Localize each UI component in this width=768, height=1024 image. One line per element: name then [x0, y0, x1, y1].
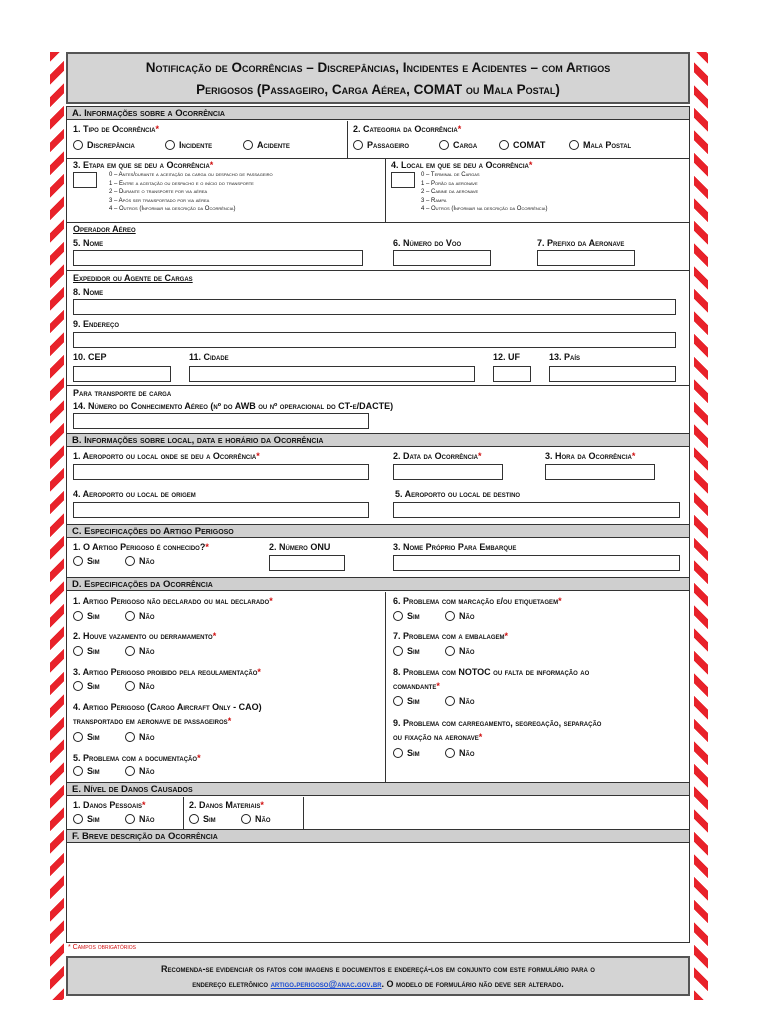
q1-sim[interactable]: Sim [73, 611, 100, 621]
conhecido-label: 1. O Artigo Perigoso é conhecido?* [73, 542, 209, 552]
q8-nao[interactable]: Não [445, 696, 475, 706]
awb-input[interactable] [73, 413, 369, 429]
onu-input[interactable] [269, 555, 345, 571]
radio-icon[interactable] [393, 748, 403, 758]
section-b [66, 433, 690, 525]
radio-icon[interactable] [445, 748, 455, 758]
section-e-heading: E. Nível de Danos Causados [67, 782, 689, 796]
uf-input[interactable] [493, 366, 531, 382]
q2-nao[interactable]: Não [125, 646, 155, 656]
prefixo-label: 7. Prefixo da Aeronave [537, 238, 625, 248]
radio-icon[interactable] [243, 140, 253, 150]
left-hazard-stripe [50, 52, 64, 1000]
radio-icon[interactable] [73, 556, 83, 566]
q6-nao[interactable]: Não [445, 611, 475, 621]
tipo-incidente[interactable]: Incidente [165, 140, 212, 150]
local-options: 0 – Terminal de Cargas 1 – Porão da aeronave 2 – Cabine da aeronave 3 – Rampa 4 – Outros (Informar na descrição da Ocorrência) [421, 172, 548, 212]
q9-nao[interactable]: Não [445, 748, 475, 758]
q3-nao[interactable]: Não [125, 681, 155, 691]
q8-sim[interactable]: Sim [393, 696, 420, 706]
q9-label: 9. Problema com carregamento, segregação, separação [393, 718, 602, 728]
etapa-label: 3. Etapa em que se deu a Ocorrência* [73, 160, 214, 170]
q6-label: 6. Problema com marcação e/ou etiquetagem* [393, 596, 562, 606]
radio-icon[interactable] [125, 766, 135, 776]
hora-input[interactable] [545, 464, 655, 480]
endereco-input[interactable] [73, 332, 676, 348]
tipo-discrepancia[interactable]: Discrepância [73, 140, 135, 150]
footer-note [66, 956, 690, 996]
radio-icon[interactable] [445, 611, 455, 621]
prefixo-input[interactable] [537, 250, 635, 266]
radio-icon[interactable] [445, 646, 455, 656]
danos-pessoais-label: 1. Danos Pessoais* [73, 800, 146, 810]
q4-label-2: transportado em aeronave de passageiros* [73, 716, 232, 726]
section-d [66, 577, 690, 783]
cep-input[interactable] [73, 366, 171, 382]
cat-comat[interactable]: COMAT [499, 140, 545, 150]
q9-sim[interactable]: Sim [393, 748, 420, 758]
section-f-heading: F. Breve descrição da Ocorrência [67, 829, 689, 843]
required-fields-note: * Campos obrigatórios [68, 944, 136, 951]
cidade-label: 11. Cidade [189, 352, 229, 362]
operador-nome-input[interactable] [73, 250, 363, 266]
q1-label: 1. Artigo Perigoso não declarado ou mal declarado* [73, 596, 273, 606]
section-f [66, 829, 690, 943]
section-d-heading: D. Especificações da Ocorrência [67, 577, 689, 591]
cat-mala-postal[interactable]: Mala Postal [569, 140, 631, 150]
radio-icon[interactable] [569, 140, 579, 150]
q5-label: 5. Problema com a documentação* [73, 753, 201, 763]
q1-nao[interactable]: Não [125, 611, 155, 621]
radio-icon[interactable] [353, 140, 363, 150]
radio-icon[interactable] [73, 140, 83, 150]
radio-icon[interactable] [189, 814, 199, 824]
conhecido-nao[interactable]: Não [125, 556, 155, 566]
etapa-options: 0 – Antes/durante a aceitação da carga ou despacho de passageiro 1 – Entre a aceitação ou despacho e o início do transporte 2 – Durante o transporte por via aérea 3 – Após ser transportado por via aérea 4 – Outros (Informar na descrição da Ocorrência) [109, 172, 273, 212]
categoria-label: 2. Categoria da Ocorrência* [353, 124, 462, 134]
radio-icon[interactable] [73, 681, 83, 691]
tipo-acidente[interactable]: Acidente [243, 140, 290, 150]
q6-sim[interactable]: Sim [393, 611, 420, 621]
radio-icon[interactable] [125, 681, 135, 691]
section-c [66, 524, 690, 578]
aeroporto-input[interactable] [73, 464, 369, 480]
hora-label: 3. Hora da Ocorrência* [545, 451, 636, 461]
radio-icon[interactable] [73, 611, 83, 621]
q4-sim[interactable]: Sim [73, 732, 100, 742]
exp-nome-label: 8. Nome [73, 287, 104, 297]
q4-nao[interactable]: Não [125, 732, 155, 742]
title-line-2: Perigosos (Passageiro, Carga Aérea, COMAT ou Mala Postal) [196, 82, 560, 97]
q2-sim[interactable]: Sim [73, 646, 100, 656]
endereco-label: 9. Endereço [73, 319, 120, 329]
radio-icon[interactable] [73, 766, 83, 776]
destino-input[interactable] [393, 502, 680, 518]
section-b-heading: B. Informações sobre local, data e horário da Ocorrência [67, 433, 689, 447]
page-title [66, 52, 690, 104]
title-line-1: Notificação de Ocorrências – Discrepâncias, Incidentes e Acidentes – com Artigos [145, 60, 611, 75]
q3-label: 3. Artigo Perigoso proibido pela regulamentação* [73, 667, 261, 677]
origem-label: 4. Aeroporto ou local de origem [73, 489, 196, 499]
cep-label: 10. CEP [73, 352, 107, 362]
footer-line-2: endereço eletrônico artigo.perigoso@anac.gov.br. O modelo de formulário não deve ser alterado. [192, 979, 564, 989]
voo-label: 6. Número do Voo [393, 238, 462, 248]
origem-input[interactable] [73, 502, 369, 518]
radio-icon[interactable] [125, 611, 135, 621]
radio-icon[interactable] [393, 611, 403, 621]
radio-icon[interactable] [499, 140, 509, 150]
q4-label: 4. Artigo Perigoso (Cargo Aircraft Only - CAO) [73, 702, 262, 712]
transporte-heading: Para transporte de carga [73, 388, 172, 398]
danos-materiais-sim[interactable]: Sim [189, 814, 216, 824]
radio-icon[interactable] [241, 814, 251, 824]
q9-label-2: ou fixação na aeronave* [393, 732, 483, 742]
cat-carga[interactable]: Carga [439, 140, 477, 150]
nome-proprio-label: 3. Nome Próprio Para Embarque [393, 542, 517, 552]
pais-label: 13. País [549, 352, 581, 362]
form-header [66, 52, 690, 104]
local-label: 4. Local em que se deu a Ocorrência* [391, 160, 533, 170]
q7-sim[interactable]: Sim [393, 646, 420, 656]
section-a [66, 106, 690, 434]
danos-pessoais-nao[interactable]: Não [125, 814, 155, 824]
radio-icon[interactable] [125, 556, 135, 566]
radio-icon[interactable] [73, 732, 83, 742]
section-e [66, 782, 690, 830]
cidade-input[interactable] [189, 366, 475, 382]
radio-icon[interactable] [165, 140, 175, 150]
radio-icon[interactable] [73, 814, 83, 824]
q5-sim[interactable]: Sim [73, 766, 100, 776]
radio-icon[interactable] [73, 646, 83, 656]
expedidor-heading: Expedidor ou Agente de Cargas [73, 273, 193, 283]
pais-input[interactable] [549, 366, 676, 382]
cat-passageiro[interactable]: Passageiro [353, 140, 409, 150]
radio-icon[interactable] [439, 140, 449, 150]
danos-pessoais-sim[interactable]: Sim [73, 814, 100, 824]
uf-label: 12. UF [493, 352, 521, 362]
q5-nao[interactable]: Não [125, 766, 155, 776]
right-hazard-stripe [694, 52, 708, 1000]
q8-label-2: comandante* [393, 681, 440, 691]
aeroporto-label: 1. Aeroporto ou local onde se deu a Ocorrência* [73, 451, 260, 461]
radio-icon[interactable] [125, 646, 135, 656]
danos-materiais-nao[interactable]: Não [241, 814, 271, 824]
q3-sim[interactable]: Sim [73, 681, 100, 691]
etapa-input[interactable] [73, 172, 97, 188]
onu-label: 2. Número ONU [269, 542, 331, 552]
conhecido-sim[interactable]: Sim [73, 556, 100, 566]
nome-proprio-input[interactable] [393, 555, 680, 571]
voo-input[interactable] [393, 250, 491, 266]
operador-heading: Operador Aéreo [73, 224, 136, 234]
q7-nao[interactable]: Não [445, 646, 475, 656]
q8-label: 8. Problema com NOTOC ou falta de informação ao [393, 667, 590, 677]
section-c-heading: C. Especificações do Artigo Perigoso [67, 524, 689, 538]
email-link[interactable]: artigo.perigoso@anac.gov.br [270, 979, 382, 989]
nome-label: 5. Nome [73, 238, 104, 248]
awb-label: 14. Número do Conhecimento Aéreo (nº do AWB ou nº operacional do CT-e/DACTE) [73, 401, 394, 411]
data-input[interactable] [393, 464, 503, 480]
q7-label: 7. Problema com a embalagem* [393, 631, 509, 641]
danos-materiais-label: 2. Danos Materiais* [189, 800, 264, 810]
tipo-ocorrencia-label: 1. Tipo de Ocorrência* [73, 124, 160, 134]
radio-icon[interactable] [125, 814, 135, 824]
destino-label: 5. Aeroporto ou local de destino [395, 489, 521, 499]
radio-icon[interactable] [445, 696, 455, 706]
expedidor-nome-input[interactable] [73, 299, 676, 315]
q2-label: 2. Houve vazamento ou derramamento* [73, 631, 217, 641]
radio-icon[interactable] [393, 646, 403, 656]
descricao-textarea[interactable] [67, 844, 689, 942]
data-label: 2. Data da Ocorrência* [393, 451, 482, 461]
radio-icon[interactable] [125, 732, 135, 742]
radio-icon[interactable] [393, 696, 403, 706]
section-a-heading: A. Informações sobre a Ocorrência [67, 106, 689, 120]
local-input[interactable] [391, 172, 415, 188]
footer-line-1: Recomenda-se evidenciar os fatos com imagens e documentos e endereçá-los em conjunto com este formulário para o [161, 964, 595, 974]
